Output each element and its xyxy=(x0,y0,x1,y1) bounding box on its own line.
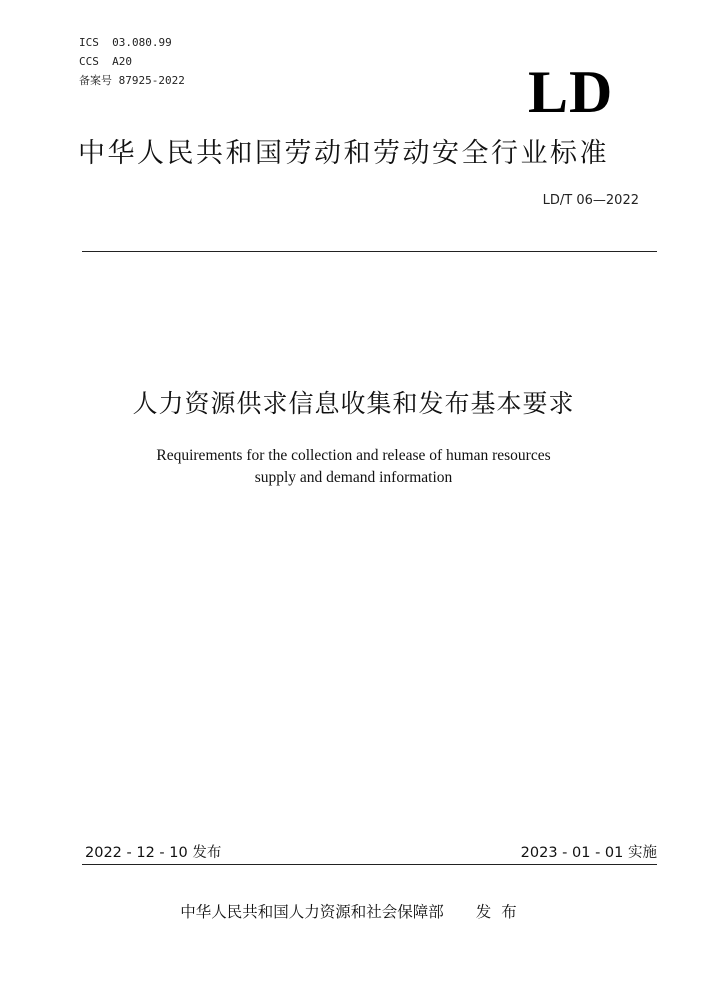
footer-divider xyxy=(82,864,657,865)
issuing-authority xyxy=(0,901,707,923)
implementation-date: 2023 - 01 - 01 实施 xyxy=(520,845,657,861)
header-divider xyxy=(82,251,657,252)
english-title-line-2: supply and demand information xyxy=(254,469,453,486)
issuer-action: 发布 xyxy=(475,903,527,921)
record-number: 备案号 87925-2022 xyxy=(79,74,185,87)
english-title-line-1: Requirements for the collection and release of human resources xyxy=(156,447,551,464)
ccs-code: CCS A20 xyxy=(79,55,132,68)
ics-code: ICS 03.080.99 xyxy=(79,36,172,49)
classification-block xyxy=(79,33,185,90)
industry-standard-title: 中华人民共和国劳动和劳动安全行业标准 xyxy=(78,138,609,169)
document-title-chinese: 人力资源供求信息收集和发布基本要求 xyxy=(132,389,575,418)
standard-number: LD/T 06—2022 xyxy=(542,193,639,208)
ld-standard-logo: LD xyxy=(528,59,614,125)
issuer-name: 中华人民共和国人力资源和社会保障部 xyxy=(180,903,444,921)
document-title-english xyxy=(0,445,707,489)
issue-date: 2022 - 12 - 10 发布 xyxy=(85,845,222,861)
